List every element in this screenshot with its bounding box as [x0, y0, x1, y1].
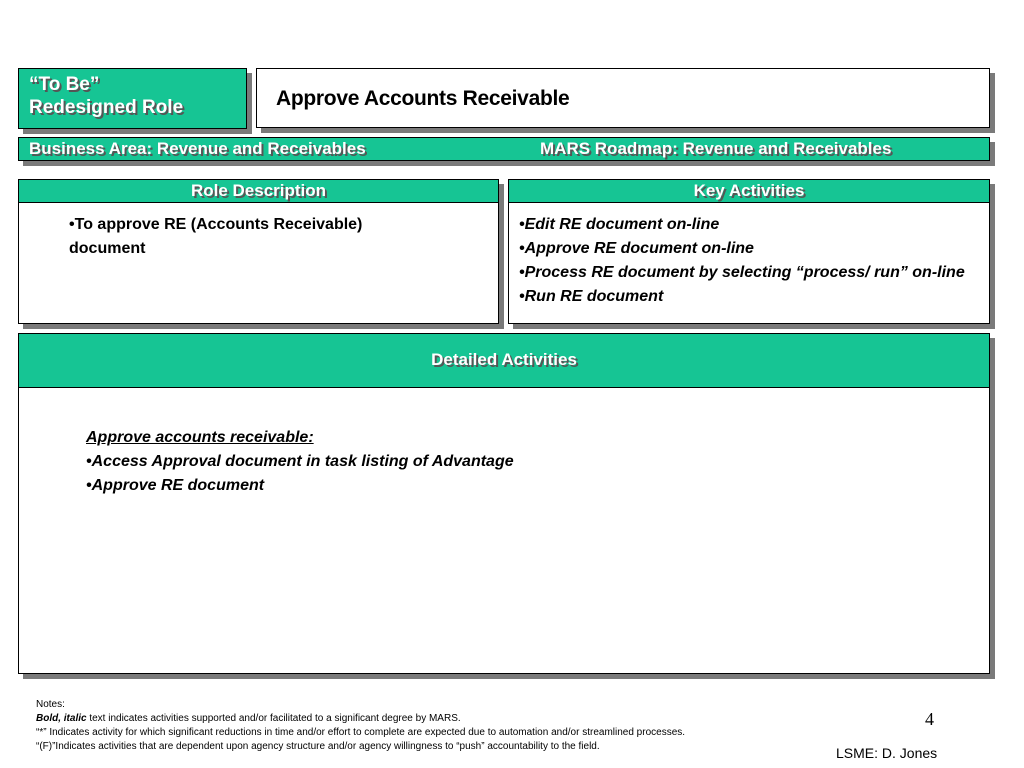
key-activities-panel [508, 179, 990, 324]
page-number: 4 [925, 709, 934, 729]
list-item: • Run RE document [519, 285, 965, 309]
business-area-label: Business Area: Revenue and Receivables [29, 139, 366, 158]
role-tag [18, 68, 247, 129]
page-title: Approve Accounts Receivable [276, 87, 570, 110]
list-item: • Access Approval document in task listing of Advantage [86, 450, 514, 474]
notes-line2: “*” Indicates activity for which significant reductions in time and/or effort to complete are expected due to automation and/or streamlined processes. [36, 727, 686, 738]
detailed-activities-body [86, 426, 514, 498]
role-description-list [69, 213, 389, 261]
list-item: • To approve RE (Accounts Receivable) document [69, 213, 389, 261]
detailed-activities-panel [18, 333, 990, 674]
detailed-activities-list [86, 450, 514, 498]
roadmap-label: MARS Roadmap: Revenue and Receivables [540, 139, 892, 158]
list-item: • Approve RE document on-line [519, 237, 965, 261]
key-activities-list [519, 213, 965, 309]
role-description-panel [18, 179, 499, 324]
author-credit: LSME: D. Jones [836, 745, 938, 761]
notes-line1-text: text indicates activities supported and/or facilitated to a significant degree by MARS. [86, 713, 461, 724]
detailed-activities-subheading: Approve accounts receivable: [86, 429, 314, 446]
detailed-activities-heading: Detailed Activities [19, 334, 989, 388]
notes [36, 698, 836, 754]
notes-label: Notes: [36, 699, 65, 710]
role-tag-line1: “To Be” [29, 74, 100, 95]
list-item: • Edit RE document on-line [519, 213, 965, 237]
business-area-bar [18, 137, 990, 161]
key-activities-heading: Key Activities [509, 180, 989, 203]
role-description-heading: Role Description [19, 180, 498, 203]
title-box [256, 68, 990, 128]
list-item: • Approve RE document [86, 474, 514, 498]
notes-bold-italic-term: Bold, italic [36, 713, 87, 724]
notes-line3: “(F)”Indicates activities that are dependent upon agency structure and/or agency willingness to “push” accountability to the field. [36, 741, 600, 752]
role-tag-line2: Redesigned Role [29, 97, 184, 118]
notes-line1 [36, 712, 836, 726]
list-item: • Process RE document by selecting “process/ run” on-line [519, 261, 965, 285]
